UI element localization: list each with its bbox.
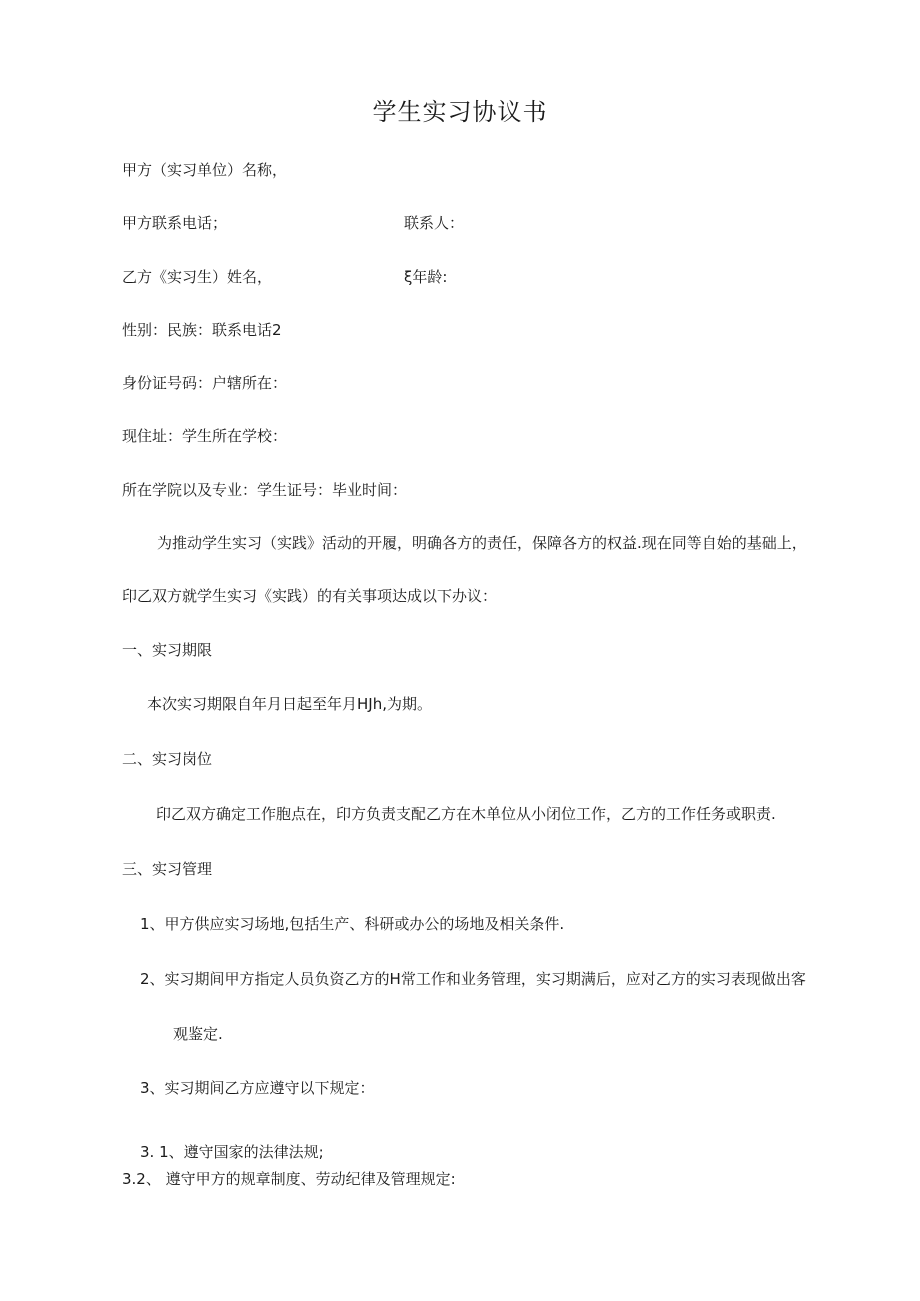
- document-title: 学生实习协议书: [372, 98, 548, 126]
- preamble-line-2: 印乙双方就学生实习《实践）的有关事项达成以下办议：: [122, 587, 498, 605]
- id-residence-line: 身份证号码：户辖所在：: [122, 374, 288, 392]
- party-a-name-field: 甲方（实习单位）名称，: [122, 161, 288, 179]
- contact-person-field: 联系人：: [404, 214, 465, 232]
- party-b-name-field: 乙方《实习生）姓名，: [122, 268, 273, 286]
- section-1-heading: 一、实习期限: [122, 641, 213, 659]
- college-major-line: 所在学院以及专业：学生证号：毕业时间：: [122, 481, 408, 499]
- preamble-line-1: 为推动学生实习（实践》活动的开履，明确各方的责任，保障各方的权益.现在同等自始的基础上，: [157, 534, 807, 552]
- section-1-text: 本次实习期限自年月日起至年月HJh,为期。: [147, 695, 432, 713]
- section-2-text: 印乙双方确定工作胞点在，印方负责支配乙方在木单位从小闭位工作，乙方的工作任务或职责.: [156, 805, 776, 823]
- party-a-phone-field: 甲方联系电话；: [122, 214, 228, 232]
- section-3-item-2-line-2: 观鉴定.: [173, 1025, 223, 1043]
- section-3-item-3-1: 3. 1、遵守国家的法律法规;: [140, 1143, 324, 1161]
- section-3-item-3: 3、实习期间乙方应遵守以下规定：: [140, 1079, 375, 1097]
- section-3-item-1: 1、甲方供应实习场地,包括生产、科研或办公的场地及相关条件.: [140, 915, 565, 933]
- section-2-heading: 二、实习岗位: [122, 750, 213, 768]
- section-3-item-3-2: 3.2、 遵守甲方的规章制度、劳动纪律及管理规定:: [122, 1170, 456, 1188]
- section-3-item-2-line-1: 2、实习期间甲方指定人员负资乙方的H常工作和业务管理，实习期满后，应对乙方的实习表现做出客: [140, 970, 806, 988]
- section-3-heading: 三、实习管理: [122, 860, 213, 878]
- gender-ethnicity-phone-line: 性别：民族：联系电话2: [122, 321, 282, 339]
- age-field: ξ年龄:: [404, 268, 448, 286]
- address-school-line: 现住址：学生所在学校：: [122, 427, 288, 445]
